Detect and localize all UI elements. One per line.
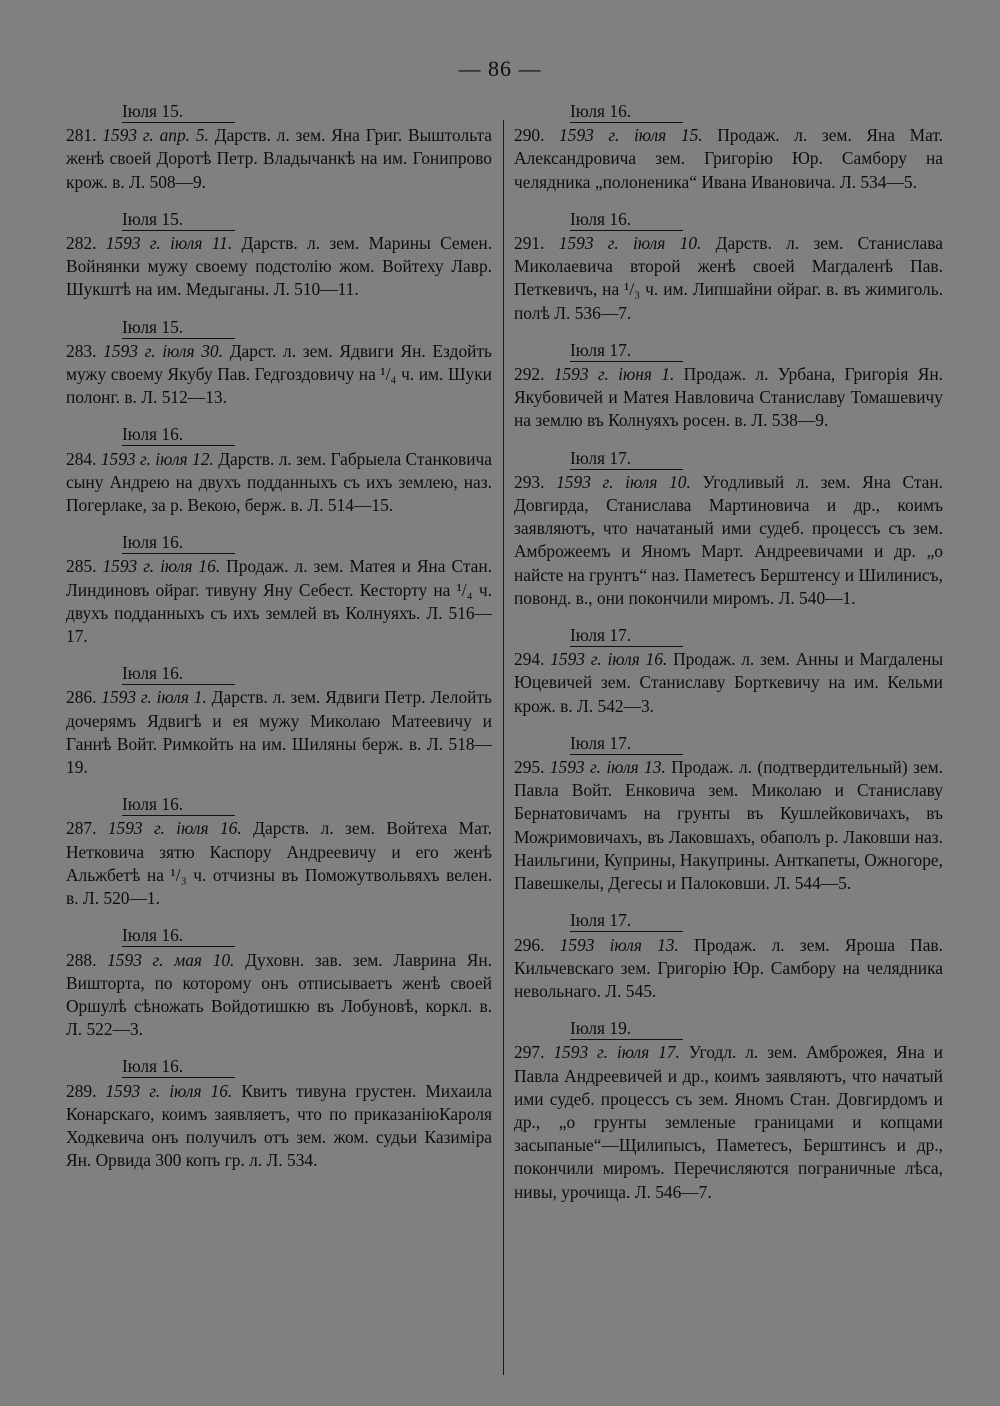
left-column — [66, 100, 492, 1186]
entry-document-date: 1593 г. іюля 1. — [101, 687, 207, 708]
entry-document-date: 1593 г. апр. 5. — [102, 125, 209, 146]
entry-body — [66, 949, 492, 1042]
entry-date-heading — [66, 793, 492, 816]
entry-date-heading — [66, 662, 492, 685]
entry-document-date: 1593 г. іюля 12. — [100, 448, 214, 469]
entry-body — [514, 648, 943, 718]
entry-body — [514, 756, 943, 895]
entry-document-date: 1593 г. мая 10. — [107, 949, 235, 970]
entry-date-text: Іюля 17. — [570, 448, 683, 470]
entry-date-text: Іюля 15. — [122, 317, 235, 339]
entry-date-text: Іюля 16. — [122, 925, 235, 947]
entry-body — [514, 471, 943, 610]
entry-text: Дарств. л. зем. Станислава Миколаевича второй женѣ своей Магдаленѣ Пав. Петкевичъ, на ¹/₃ ч. им. Липшайни ойраг. в. въ жимиголь. полѣ Л. 536—7. — [514, 233, 943, 323]
page-number: — 86 — — [458, 56, 542, 81]
entry-document-date: 1593 г. іюля 16. — [550, 649, 668, 670]
entry-document-date: 1593 г. іюля 16. — [102, 556, 221, 577]
register-entry — [514, 1017, 943, 1204]
entry-date-text: Іюля 17. — [570, 625, 683, 647]
register-entry — [514, 100, 943, 194]
register-entry — [514, 339, 943, 433]
entry-date-text: Іюля 17. — [570, 733, 683, 755]
entry-document-date: 1593 іюля 13. — [559, 934, 679, 955]
entry-date-text: Іюля 16. — [122, 424, 235, 446]
entry-date-heading — [66, 423, 492, 446]
register-entry — [514, 732, 943, 895]
entry-number: 290. — [514, 125, 545, 146]
right-column — [514, 100, 943, 1218]
register-entry — [514, 208, 943, 325]
entry-number: 295. — [514, 757, 545, 778]
register-entry — [66, 316, 492, 410]
entry-text: Дарст. л. зем. Ядвиги Ян. Ездойть мужу своему Якубу Пав. Гедгоздовичу на ¹/₄ ч. им. Шуки полонг. в. Л. 512—13. — [66, 340, 492, 408]
entry-number: 281. — [66, 125, 97, 146]
entry-date-heading — [514, 909, 943, 932]
entry-body — [66, 817, 492, 910]
entry-date-heading — [514, 732, 943, 755]
entry-document-date: 1593 г. іюля 16. — [105, 1080, 233, 1101]
entry-date-text: Іюля 17. — [570, 910, 683, 932]
entry-document-date: 1593 г. іюля 11. — [105, 233, 233, 254]
entry-body — [66, 232, 492, 302]
entry-date-heading — [66, 100, 492, 123]
column-divider — [503, 120, 504, 1375]
entry-body — [514, 124, 943, 194]
entry-date-text: Іюля 19. — [570, 1018, 683, 1040]
entry-text: Дарств. л. зем. Марины Семен. Войнянки мужу своему подстолію жом. Войтеху Лавр. Шукштѣ на им. Медыганы. Л. 510—11. — [66, 233, 492, 300]
entry-body — [66, 686, 492, 779]
entry-date-text: Іюля 16. — [122, 663, 235, 685]
entry-date-heading — [514, 339, 943, 362]
entry-text: Духовн. зав. зем. Лаврина Ян. Вишторта, по которому онъ отписываетъ женѣ своей Оршулѣ сѣножать Войдотишкю въ Лобуновѣ, коркл. в. Л. 522—3. — [66, 949, 492, 1040]
register-entry — [66, 423, 492, 517]
entry-number: 283. — [66, 340, 97, 361]
entry-text: Дарств. л. зем. Яна Григ. Выштольта женѣ своей Доротѣ Петр. Владычанкѣ на им. Гонипрово крож. в. Л. 508—9. — [66, 125, 492, 192]
register-entry — [66, 1055, 492, 1172]
entry-number: 288. — [66, 949, 97, 970]
entry-document-date: 1593 г. іюля 10. — [558, 233, 702, 254]
entry-number: 287. — [66, 818, 97, 839]
entry-text: Продаж. л. зем. Яна Мат. Александровича зем. Григорію Юр. Самбору на челядника „полоненика“ Ивана Ивановича. Л. 534—5. — [514, 125, 943, 192]
entry-text: Продаж. л. Урбана, Григорія Ян. Якубовичей и Матея Навловича Станиславу Томашевичу на землю въ Колнуяхъ росен. в. Л. 538—9. — [514, 364, 943, 431]
entry-number: 297. — [514, 1042, 545, 1063]
entry-date-heading — [514, 1017, 943, 1040]
entry-date-text: Іюля 15. — [122, 101, 235, 123]
entry-body — [66, 448, 492, 518]
entry-document-date: 1593 г. іюля 13. — [549, 757, 666, 778]
entry-text: Угодл. л. зем. Амброжея, Яна и Павла Андреевичей и др., коимъ заявляютъ, что начатый ими судеб. процессъ съ зем. Яномъ Стан. Довгирдомъ и др., „о грунты земленые границами и копцами засыпаные“—Щилипысъ, Паметесъ, Берштинсъ и др., покончили миромъ. Перечисляются пограничные лѣса, нивы, урочища. Л. 546—7. — [514, 1042, 943, 1202]
entry-date-heading — [66, 316, 492, 339]
entry-date-heading — [514, 100, 943, 123]
register-entry — [66, 662, 492, 779]
entry-number: 291. — [514, 233, 545, 254]
entry-number: 296. — [514, 934, 545, 955]
entry-text: Квитъ тивуна грустен. Михаила Конарскаго, коимъ заявляетъ, что по приказаніюКароля Ходкевича онъ получилъ отъ зем. жом. судьи Казиміра Ян. Орвида 300 копъ гр. л. Л. 534. — [66, 1080, 492, 1171]
entry-text: Дарств. л. зем. Войтеха Мат. Нетковича зятю Каспору Андреевичу и его женѣ Альжбетѣ на ¹/₃ ч. отчизны въ Поможутвольвяхъ велен. в. Л. 520—1. — [66, 818, 492, 909]
entry-body — [66, 340, 492, 410]
entry-number: 284. — [66, 448, 97, 469]
register-entry — [66, 924, 492, 1041]
entry-body — [66, 1080, 492, 1173]
entry-date-heading — [66, 1055, 492, 1078]
entry-date-heading — [66, 208, 492, 231]
entry-body — [514, 1041, 943, 1203]
entry-number: 285. — [66, 556, 97, 577]
register-entry — [514, 909, 943, 1003]
entry-text: Продаж. л. (подтвердительный) зем. Павла Войт. Енковича зем. Миколаю и Станиславу Бернатовичамъ на грунты въ Кушлейковичахъ, въ Можримовичахъ, въ Лаковшахъ, обаполъ р. Лаковши наз. Наильгини, Куприны, Накуприны. Анткапеты, Ожногоре, Павешкелы, Дегесы и Палоковши. Л. 544—5. — [514, 757, 943, 894]
register-entry — [66, 793, 492, 910]
entry-date-text: Іюля 16. — [570, 209, 683, 231]
entry-number: 294. — [514, 649, 545, 670]
entry-document-date: 1593 г. іюля 16. — [107, 818, 242, 839]
entry-number: 292. — [514, 364, 545, 385]
entry-document-date: 1593 г. іюля 10. — [556, 471, 691, 492]
entry-number: 282. — [66, 233, 97, 254]
register-entry — [66, 100, 492, 194]
entry-body — [514, 232, 943, 325]
entry-body — [66, 555, 492, 648]
entry-text: Дарств. л. зем. Ядвиги Петр. Лелойть дочерямъ Ядвигѣ и ея мужу Миколаю Матеевичу и Ганнѣ Войт. Римкойть на им. Шиляны берж. в. Л. 518—19. — [66, 687, 492, 778]
entry-date-text: Іюля 17. — [570, 340, 683, 362]
entry-document-date: 1593 г. іюля 30. — [103, 340, 223, 361]
entry-body — [514, 363, 943, 433]
register-entry — [66, 208, 492, 302]
entry-body — [514, 934, 943, 1004]
entry-number: 293. — [514, 471, 545, 492]
entry-date-heading — [514, 208, 943, 231]
entry-number: 286. — [66, 687, 97, 708]
register-entry — [514, 624, 943, 718]
entry-document-date: 1593 г. іюля 15. — [559, 125, 703, 146]
entry-date-heading — [66, 531, 492, 554]
register-entry — [514, 447, 943, 610]
entry-document-date: 1593 г. іюля 17. — [553, 1042, 680, 1063]
entry-date-text: Іюля 16. — [570, 101, 683, 123]
register-entry — [66, 531, 492, 648]
entry-date-heading — [514, 447, 943, 470]
entry-date-text: Іюля 16. — [122, 794, 235, 816]
entry-date-heading — [66, 924, 492, 947]
entry-body — [66, 124, 492, 194]
entry-text: Дарств. л. зем. Габрыела Станковича сыну Андрею на двухъ подданныхъ съ ихъ землею, наз. Погерлаке, за р. Векою, берж. в. Л. 514—15. — [66, 448, 493, 516]
entry-date-text: Іюля 15. — [122, 209, 235, 231]
entry-text: Угодливый л. зем. Яна Стан. Довгирда, Станислава Мартиновича и др., коимъ заявляютъ, что начатаный ими судеб. процессъ съ зем. Амброжеемъ и Яномъ Март. Андреевичами и др. „о найсте на грунтъ“ наз. Паметесъ Берштенсу и Шилинисъ, повонд. в., они покончили миромъ. Л. 540—1. — [514, 471, 944, 608]
entry-text: Продаж. л. зем. Яроша Пав. Кильчевскаго зем. Григорію Юр. Самбору на челядника невольнаго. Л. 545. — [514, 934, 943, 1001]
entry-date-text: Іюля 16. — [122, 1056, 235, 1078]
entry-date-heading — [514, 624, 943, 647]
entry-number: 289. — [66, 1080, 97, 1101]
entry-text: Продаж. л. зем. Матея и Яна Стан. Линдиновъ ойраг. тивуну Яну Себест. Кесторту на ¹/₄ ч. двухъ подданныхъ съ ихъ землей въ Колнуяхъ. Л. 516—17. — [66, 556, 493, 647]
entry-document-date: 1593 г. іюня 1. — [553, 364, 675, 385]
entry-date-text: Іюля 16. — [122, 532, 235, 554]
entry-text: Продаж. л. зем. Анны и Магдалены Юцевичей зем. Станиславу Борткевичу на им. Кельми крож. в. Л. 542—3. — [514, 649, 943, 716]
